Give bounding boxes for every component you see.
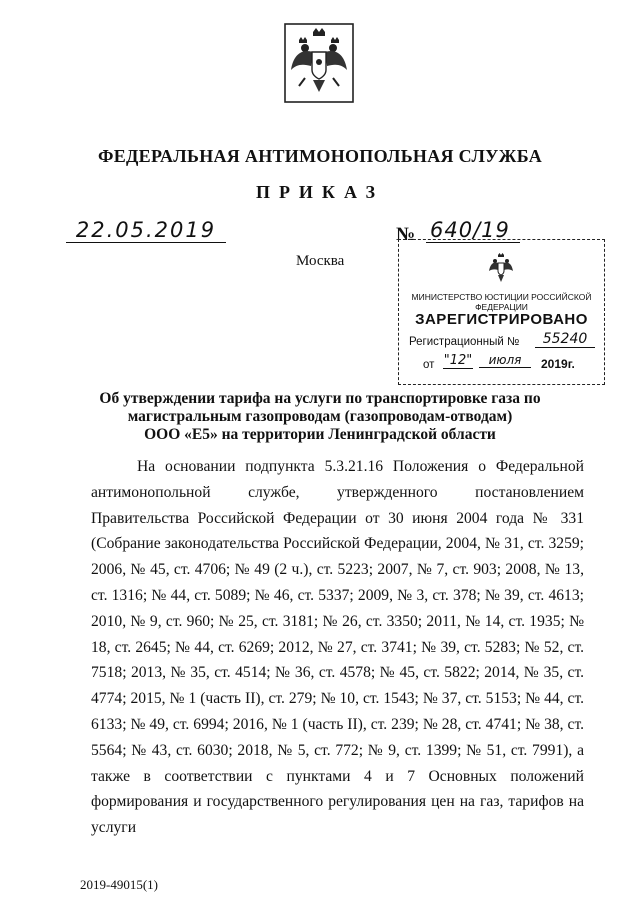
russian-coat-of-arms-icon	[487, 252, 515, 284]
stamp-day: "12"	[443, 353, 473, 368]
stamp-month: июля	[479, 353, 531, 368]
russian-coat-of-arms-icon	[283, 22, 355, 104]
order-title-line-1: Об утверждении тарифа на услуги по транспортировке газа по	[99, 390, 541, 407]
body-paragraph: На основании подпункта 5.3.21.16 Положения о Федеральной антимонопольной службе, утвержденного постановлением Правительства Российской Федерации от 30 июня 2004 года № 331 (Собрание законодательства Российской Федерации, 2004, № 31, ст. 3259; 2006, № 45, ст. 4706; № 49 (2 ч.), ст. 5223; 2007, № 7, ст. 903; 2008, № 13, ст. 1316; № 44, ст. 5089; № 46, ст. 5337; 2009, № 3, ст. 378; № 39, ст. 4613; 2010, № 9, ст. 960; № 25, ст. 3181; № 26, ст. 3350; 2011, № 14, ст. 1935; № 18, ст. 2645; № 44, ст. 6269; 2012, № 27, ст. 3741; № 39, ст. 5283; № 52, ст. 7518; 2013, № 35, ст. 4514; № 36, ст. 4578; № 45, ст. 5822; 2014, № 35, ст. 4774; 2015, № 1 (часть II), ст. 279; № 10, ст. 1543; № 37, ст. 5153; № 44, ст. 6133; № 49, ст. 6994; 2016, № 1 (часть II), ст. 239; № 28, ст. 4741; № 38, ст. 5564; № 43, ст. 6030; 2018, № 5, ст. 772; № 9, ст. 1399; № 51, ст. 7991), а также в соответствии с пунктами 4 и 7 Основных положений формирования и государственного регулирования цен на газ, тарифов на услуги	[91, 458, 584, 837]
order-title-line-3: ООО «Е5» на территории Ленинградской области	[144, 426, 496, 443]
stamp-ministry: МИНИСТЕРСТВО ЮСТИЦИИ РОССИЙСКОЙ ФЕДЕРАЦИИ	[411, 292, 592, 312]
order-number: 640/19	[426, 218, 520, 243]
coat-of-arms-emblem	[283, 22, 355, 104]
agency-name: ФЕДЕРАЛЬНАЯ АНТИМОНОПОЛЬНАЯ СЛУЖБА	[97, 146, 543, 166]
order-title	[80, 390, 560, 444]
order-number-label: №	[396, 224, 416, 245]
order-heading: ПРИКАЗ	[255, 182, 385, 202]
stamp-registered-label: ЗАРЕГИСТРИРОВАНО	[415, 311, 588, 328]
order-title-line-2: магистральным газопроводам (газопроводам-отводам)	[127, 408, 513, 425]
stamp-reg-number: 55240	[535, 331, 595, 348]
stamp-from-label: от	[423, 359, 435, 371]
stamp-emblem	[487, 252, 515, 284]
stamp-reg-number-label: Регистрационный №	[409, 336, 520, 348]
stamp-year: 2019г.	[541, 357, 575, 371]
document-code: 2019-49015(1)	[80, 877, 158, 892]
city: Москва	[296, 253, 345, 269]
order-date: 22.05.2019	[66, 218, 226, 243]
registration-stamp	[398, 239, 605, 385]
